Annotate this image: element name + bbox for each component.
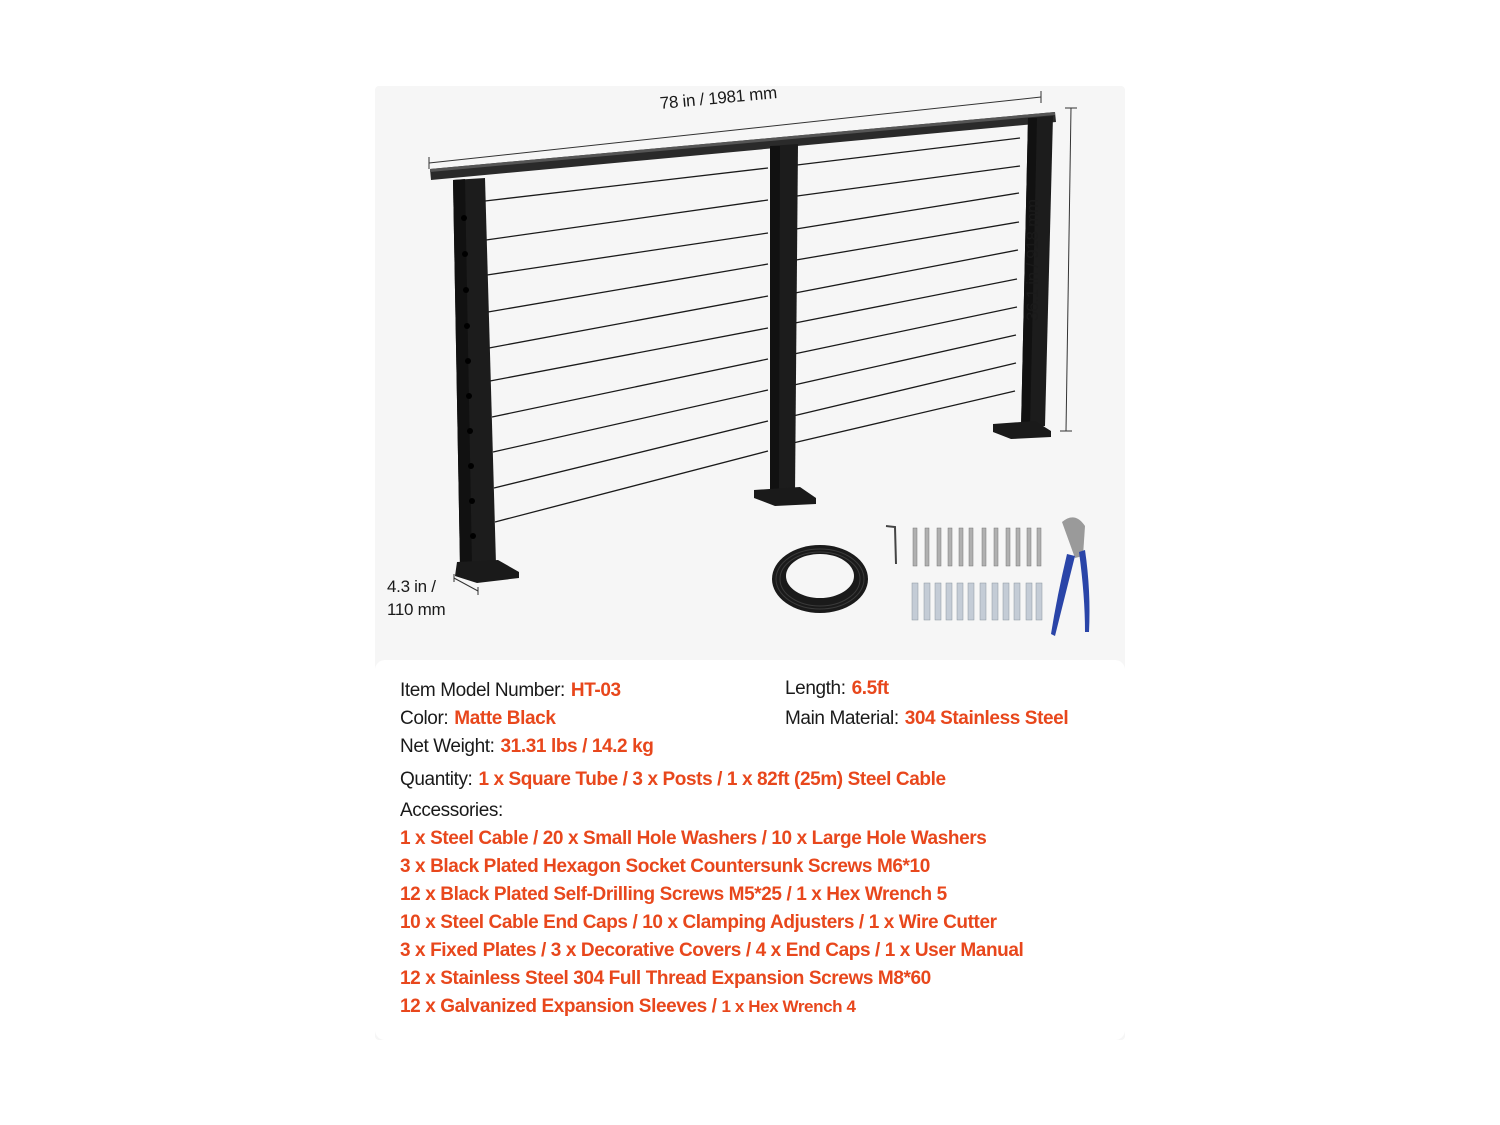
- accessory-line-last: [400, 996, 856, 1018]
- screws-image: [913, 528, 1041, 566]
- accessory-line: 1 x Steel Cable / 20 x Small Hole Washers / 10 x Large Hole Washers: [400, 828, 987, 849]
- expansion-sleeves-image: [912, 583, 1042, 620]
- spec-label: Item Model Number:: [400, 680, 565, 701]
- spec-color: [400, 708, 556, 730]
- accessory-line: 10 x Steel Cable End Caps / 10 x Clamping Adjusters / 1 x Wire Cutter: [400, 912, 997, 933]
- railing-illustration: [375, 83, 1125, 661]
- spec-label: Length:: [785, 678, 846, 699]
- left-post: [453, 178, 519, 583]
- spec-length: [785, 678, 889, 700]
- specifications-panel: [375, 660, 1125, 1040]
- spec-label: Net Weight:: [400, 736, 495, 757]
- spec-quantity: [400, 769, 946, 791]
- accessory-line: 3 x Black Plated Hexagon Socket Countersunk Screws M6*10: [400, 856, 930, 877]
- spec-value: 6.5ft: [851, 678, 889, 699]
- top-rail: [430, 112, 1056, 180]
- spec-value: 1 x Square Tube / 3 x Posts / 1 x 82ft (25m) Steel Cable: [478, 769, 946, 790]
- accessories-heading: [400, 800, 503, 822]
- length-dimension-label: 78 in / 1981 mm: [659, 83, 778, 113]
- base-dimension-label-line2: 110 mm: [387, 600, 446, 619]
- spec-value: Matte Black: [454, 708, 556, 729]
- hex-wrench-image: [886, 526, 896, 564]
- spec-label: Color:: [400, 708, 449, 729]
- accessory-main-text: 12 x Galvanized Expansion Sleeves /: [400, 996, 722, 1017]
- cable-coil-image: [772, 545, 868, 613]
- spec-model-number: [400, 680, 621, 702]
- spec-value: 304 Stainless Steel: [904, 708, 1069, 729]
- spec-value: 31.31 lbs / 14.2 kg: [500, 736, 654, 757]
- accessories-label: Accessories:: [400, 800, 503, 821]
- spec-net-weight: [400, 736, 653, 758]
- spec-value: HT-03: [570, 680, 621, 701]
- height-dimension-line: [1060, 108, 1077, 431]
- accessory-small-text: 1 x Hex Wrench 4: [721, 997, 856, 1016]
- accessory-line: 3 x Fixed Plates / 3 x Decorative Covers / 4 x End Caps / 1 x User Manual: [400, 940, 1024, 961]
- height-dimension-label: 36.1 in / 918 mm: [1023, 199, 1042, 321]
- steel-cables: [485, 138, 1020, 522]
- wire-cutter-image: [1051, 517, 1090, 636]
- spec-main-material: [785, 708, 1068, 730]
- base-dimension-label-line1: 4.3 in /: [387, 577, 436, 596]
- product-info-card: [375, 83, 1125, 1040]
- accessory-line: 12 x Black Plated Self-Drilling Screws M5*25 / 1 x Hex Wrench 5: [400, 884, 947, 905]
- spec-label: Quantity:: [400, 769, 473, 790]
- accessory-line: 12 x Stainless Steel 304 Full Thread Expansion Screws M8*60: [400, 968, 931, 989]
- spec-label: Main Material:: [785, 708, 899, 729]
